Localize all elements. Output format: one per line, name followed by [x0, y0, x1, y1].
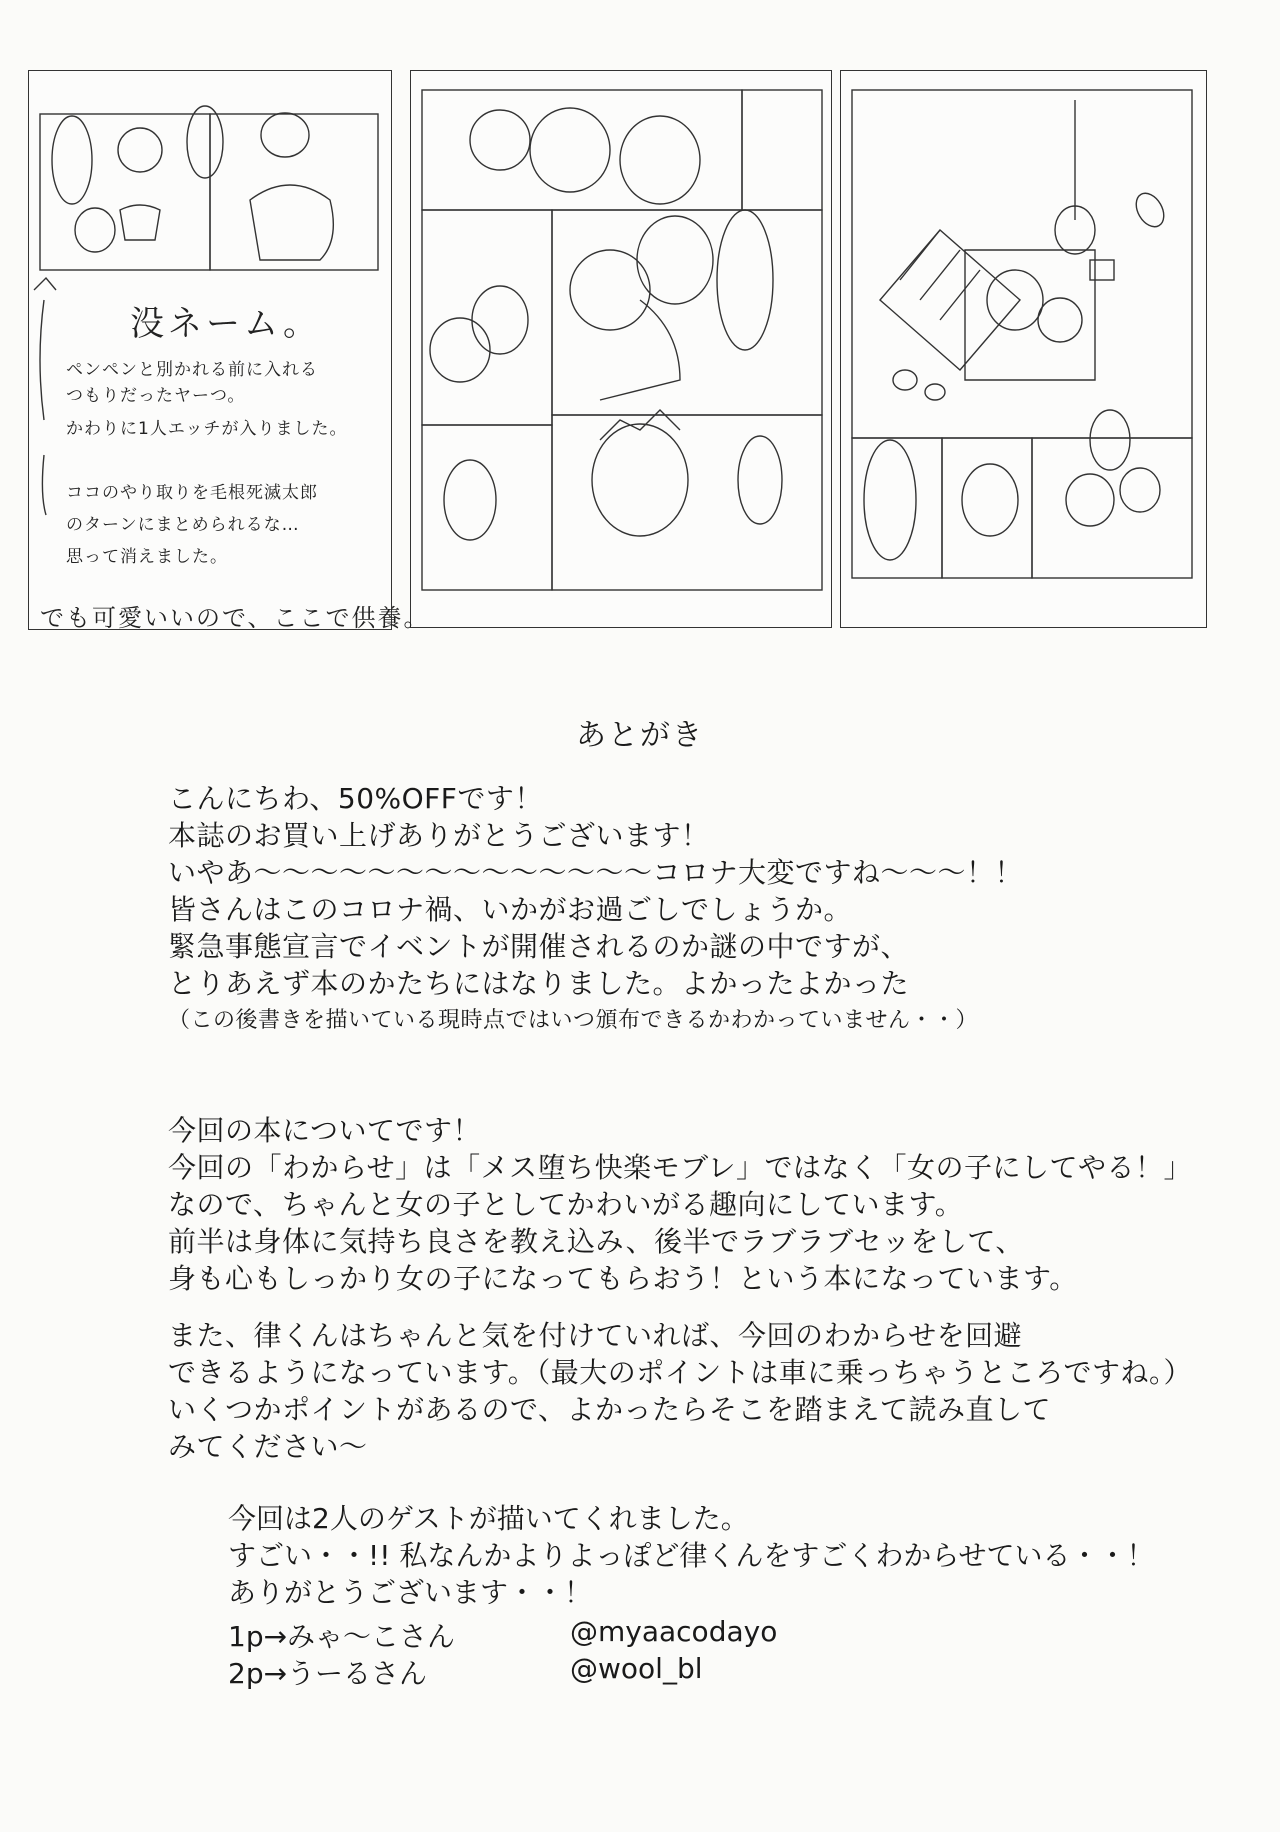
text-line: ありがとうございます・・！	[228, 1576, 593, 1609]
sketch-note-line: つもりだったヤーつ。	[66, 386, 246, 406]
sketch-note-line: のターンにまとめられるな…	[66, 515, 300, 535]
afterword-paragraph-2	[168, 1112, 1192, 1297]
text-line: とりあえず本のかたちにはなりました。よかったよかった	[168, 967, 910, 1000]
text-line: こんにちわ、50%OFFです！	[168, 782, 543, 815]
text-note: （この後書きを描いている現時点ではいつ頒布できるかわかっていません・・）	[168, 1008, 979, 1033]
afterword-paragraph-4	[228, 1500, 1155, 1611]
guest-page-name: 1p→みゃ〜こさん	[228, 1620, 456, 1653]
sketch-note-line: ペンペンと別かれる前に入れる	[66, 360, 318, 380]
sketch-note-heading: 没ネーム。	[130, 304, 322, 344]
guest-credit-row	[228, 1615, 778, 1655]
afterword-title: あとがき	[576, 718, 704, 753]
guest-page-name: 2p→うーるさん	[228, 1657, 428, 1690]
text-line: 前半は身体に気持ち良さを教え込み、後半でラブラブセッをして、	[168, 1225, 1024, 1258]
text-line: 身も心もしっかり女の子になってもらおう！という本になっています。	[168, 1262, 1078, 1295]
text-line: 今回は2人のゲストが描いてくれました。	[228, 1502, 749, 1535]
guest-handle: @wool_bl	[570, 1652, 703, 1685]
afterword-paragraph-3	[168, 1317, 1192, 1465]
text-line: 今回の本についてです！	[168, 1114, 481, 1147]
sketch-note-line: 思って消えました。	[66, 547, 228, 567]
sketch-note-line: かわりに1人エッチが入りました。	[66, 419, 348, 439]
guest-handle: @myaacodayo	[570, 1615, 778, 1648]
text-line: できるようになっています。（最大のポイントは車に乗っちゃうところですね。）	[168, 1356, 1192, 1389]
text-line: 緊急事態宣言でイベントが開催されるのか謎の中ですが、	[168, 930, 910, 963]
sketch-note-line: ココのやり取りを毛根死滅太郎	[66, 483, 318, 503]
rough-sketch-section	[0, 0, 1280, 640]
afterword-paragraph-1	[168, 780, 1023, 1039]
text-line: 今回の「わからせ」は「メス堕ち快楽モブレ」ではなく「女の子にしてやる！」	[168, 1151, 1193, 1184]
sketch-note-ending: でも可愛いいので、ここで供養。	[40, 604, 430, 632]
text-line: また、律くんはちゃんと気を付けていれば、今回のわからせを回避	[168, 1319, 1023, 1352]
text-line: みてください〜	[168, 1430, 368, 1463]
text-line: 皆さんはこのコロナ禍、いかがお過ごしでしょうか。	[168, 893, 853, 926]
text-line: 本誌のお買い上げありがとうございます！	[168, 819, 710, 852]
text-line: なので、ちゃんと女の子としてかわいがる趣向にしています。	[168, 1188, 964, 1221]
guest-credit-row	[228, 1652, 703, 1692]
text-line: いやあ〜〜〜〜〜〜〜〜〜〜〜〜〜〜コロナ大変ですね〜〜〜！！	[168, 856, 1024, 889]
text-line: すごい・・!! 私なんかよりよっぽど律くんをすごくわからせている・・！	[228, 1539, 1155, 1572]
text-line: いくつかポイントがあるので、よかったらそこを踏まえて読み直して	[168, 1393, 1051, 1426]
